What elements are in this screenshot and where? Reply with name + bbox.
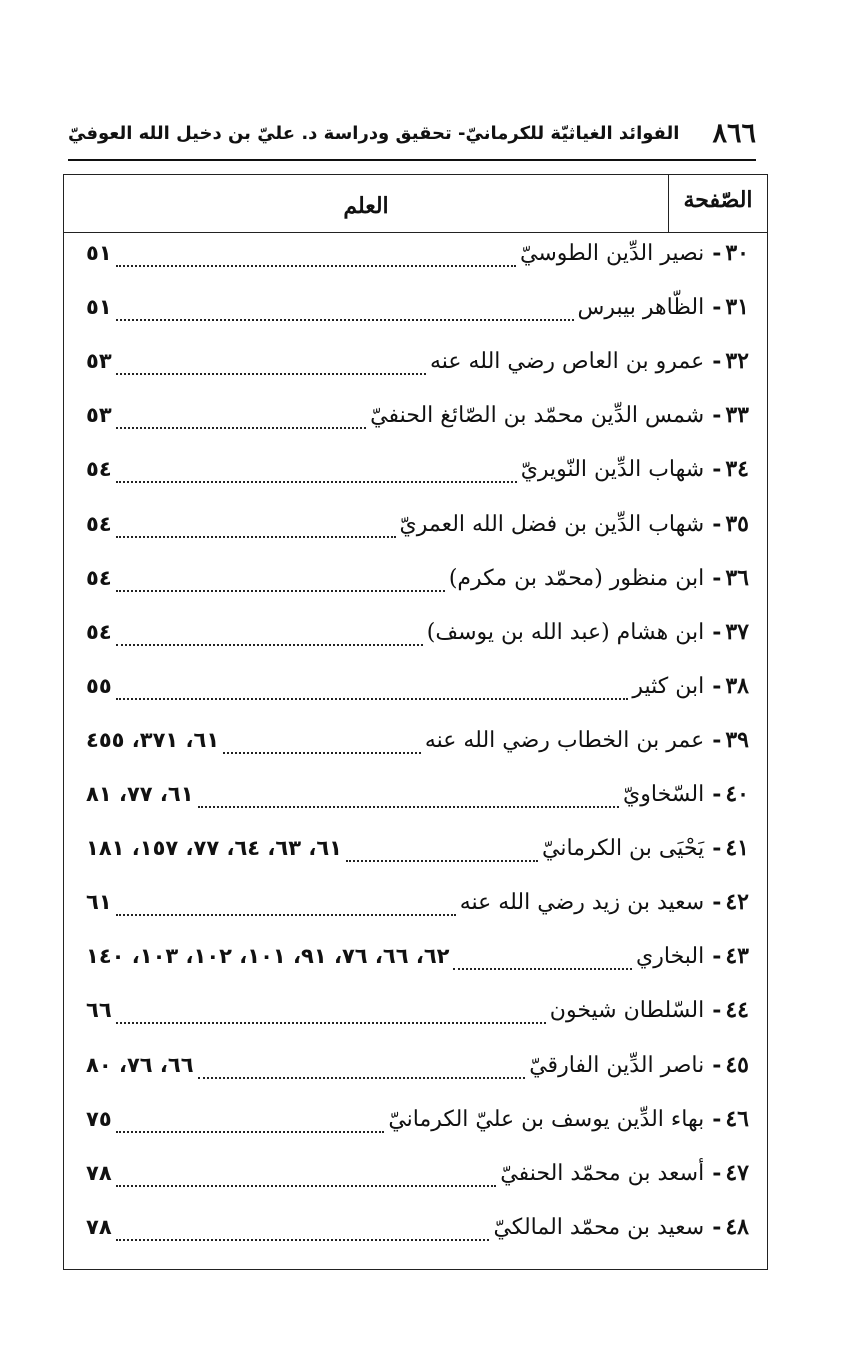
index-entry-row [86, 456, 749, 496]
dot-leader [116, 427, 367, 429]
entry-dash: - [712, 835, 722, 862]
entry-number: ٣١ [725, 294, 749, 321]
dot-leader [116, 373, 426, 375]
entry-pages: ٥٣ [86, 403, 112, 428]
entry-pages: ٦٢، ٦٦، ٧٦، ٩١، ١٠١، ١٠٢، ١٠٣، ١٤٠ [86, 944, 450, 969]
index-rows [64, 232, 767, 1269]
index-entry-row [86, 1052, 749, 1092]
index-entry-row [86, 565, 749, 605]
index-entry-row [86, 1160, 749, 1200]
entry-number: ٤٤ [725, 997, 749, 1024]
entry-number: ٣٢ [725, 348, 749, 375]
entry-number: ٤٨ [725, 1213, 749, 1240]
entry-dash: - [712, 781, 722, 807]
entry-number: ٣٥ [725, 510, 749, 537]
entry-name: ابن منظور (محمّد بن مكرم) [448, 565, 705, 591]
index-entry-row [86, 511, 749, 551]
dot-leader [116, 914, 456, 916]
dot-leader [116, 319, 574, 321]
entry-name: ناصر الدِّين الفارقيّ [529, 1052, 705, 1078]
entry-number: ٣٣ [725, 402, 749, 429]
entry-dash: - [712, 456, 722, 483]
entry-number: ٣٩ [725, 726, 749, 753]
entry-pages: ٧٨ [86, 1214, 112, 1239]
dot-leader [116, 481, 517, 483]
entry-pages: ٦١، ٧٧، ٨١ [86, 782, 194, 806]
entry-dash: - [712, 402, 722, 429]
entry-name: الظّاهر بيبرس [577, 295, 705, 321]
entry-pages: ٦١، ٦٣، ٦٤، ٧٧، ١٥٧، ١٨١ [86, 836, 342, 861]
entry-dash: - [712, 1105, 722, 1132]
entry-pages: ٦٦ [86, 998, 112, 1023]
entry-pages: ٥٤ [86, 457, 112, 482]
dot-leader [116, 644, 423, 646]
index-entry-row [86, 619, 749, 659]
entry-name: أسعد بن محمّد الحنفيّ [500, 1160, 705, 1186]
entry-pages: ٥٤ [86, 511, 112, 536]
entry-dash: - [712, 726, 722, 753]
entry-name: عمرو بن العاص رضي الله عنه [429, 349, 705, 375]
entry-name: نصير الدِّين الطوسيّ [520, 241, 705, 266]
dot-leader [116, 265, 516, 267]
index-entry-row [86, 889, 749, 929]
entry-name: شهاب الدِّين بن فضل الله العمريّ [399, 511, 705, 537]
index-entry-row [86, 240, 749, 280]
header-rule [68, 159, 756, 161]
running-title: الفوائد الغياثيّة للكرمانيّ- تحقيق ودراسة د. عليّ بن دخيل الله العوفيّ [68, 123, 680, 144]
entry-dash: - [712, 564, 722, 591]
entry-name: ابن كثير [632, 673, 705, 699]
dot-leader [198, 806, 620, 808]
index-entry-row [86, 1106, 749, 1146]
entry-pages: ٧٨ [86, 1160, 112, 1185]
dot-leader [116, 536, 396, 538]
entry-number: ٤٧ [725, 1159, 749, 1186]
entry-pages: ٦٦، ٧٦، ٨٠ [86, 1052, 194, 1077]
entry-name: شمس الدِّين محمّد بن الصّائغ الحنفيّ [370, 403, 705, 429]
index-entry-row [86, 402, 749, 442]
entry-dash: - [712, 943, 722, 970]
entry-number: ٣٦ [725, 564, 749, 591]
dot-leader [116, 1239, 490, 1241]
entry-dash: - [712, 889, 722, 916]
dot-leader [116, 1185, 497, 1187]
entry-name: البخاري [636, 944, 705, 970]
column-header-name: العلم [343, 193, 389, 219]
table-header-row [64, 175, 767, 233]
index-entry-row [86, 943, 749, 983]
index-entry-row [86, 348, 749, 388]
index-entry-row [86, 727, 749, 767]
entry-pages: ٥٣ [86, 349, 112, 374]
entry-name: يَحْيَى بن الكرمانيّ [542, 836, 705, 862]
entry-name: السّخاويّ [623, 782, 705, 807]
page-number: ٨٦٦ [712, 118, 756, 149]
entry-name: بهاء الدِّين يوسف بن عليّ الكرمانيّ [388, 1106, 705, 1132]
entry-pages: ٥١ [86, 295, 112, 320]
entry-number: ٣٤ [725, 456, 749, 483]
entry-dash: - [712, 1213, 722, 1240]
entry-number: ٣٠ [725, 240, 749, 266]
entry-name: شهاب الدِّين النّويريّ [520, 457, 705, 483]
index-entry-row [86, 1214, 749, 1254]
index-entry-row [86, 673, 749, 713]
dot-leader [198, 1077, 526, 1079]
entry-pages: ٥١ [86, 241, 112, 265]
entry-dash: - [712, 672, 722, 699]
dot-leader [223, 752, 421, 754]
dot-leader [453, 968, 632, 970]
entry-pages: ٥٤ [86, 565, 112, 590]
entry-dash: - [712, 1051, 722, 1078]
index-table [63, 174, 768, 1270]
entry-pages: ٧٥ [86, 1106, 112, 1131]
entry-number: ٤٥ [725, 1051, 749, 1078]
entry-name: سعيد بن محمّد المالكيّ [493, 1214, 705, 1240]
dot-leader [116, 590, 445, 592]
entry-number: ٣٨ [725, 672, 749, 699]
entry-pages: ٥٤ [86, 619, 112, 644]
column-header-page: الصّفحة [668, 175, 767, 232]
entry-dash: - [712, 240, 722, 266]
entry-dash: - [712, 997, 722, 1024]
entry-name: سعيد بن زيد رضي الله عنه [459, 890, 705, 916]
index-entry-row [86, 997, 749, 1037]
entry-pages: ٦١ [86, 890, 112, 915]
dot-leader [346, 860, 538, 862]
entry-dash: - [712, 1159, 722, 1186]
entry-pages: ٥٥ [86, 673, 112, 698]
entry-number: ٤٢ [725, 889, 749, 916]
entry-name: عمر بن الخطاب رضي الله عنه [424, 727, 705, 753]
entry-number: ٤٠ [725, 781, 749, 807]
entry-dash: - [712, 348, 722, 375]
entry-number: ٤٣ [725, 943, 749, 970]
index-entry-row [86, 781, 749, 821]
entry-number: ٤٦ [725, 1105, 749, 1132]
page-header [68, 118, 756, 156]
dot-leader [116, 1022, 546, 1024]
entry-dash: - [712, 510, 722, 537]
entry-name: ابن هشام (عبد الله بن يوسف) [426, 619, 705, 645]
index-entry-row [86, 835, 749, 875]
entry-pages: ٦١، ٣٧١، ٤٥٥ [86, 727, 220, 752]
entry-number: ٤١ [725, 835, 749, 862]
dot-leader [116, 698, 629, 700]
index-entry-row [86, 294, 749, 334]
dot-leader [116, 1131, 385, 1133]
entry-name: السّلطان شيخون [549, 998, 705, 1024]
entry-dash: - [712, 618, 722, 645]
entry-dash: - [712, 294, 722, 321]
entry-number: ٣٧ [725, 618, 749, 645]
